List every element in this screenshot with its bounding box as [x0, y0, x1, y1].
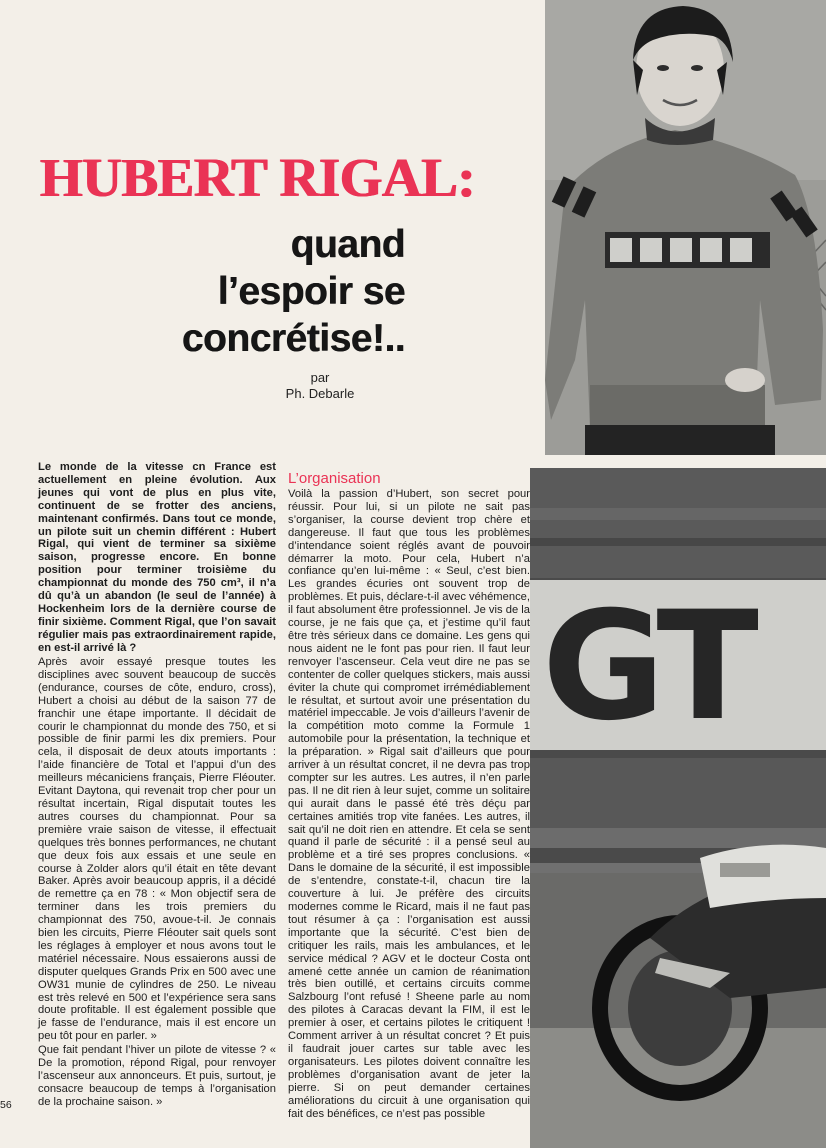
- section-heading: L’organisation: [288, 470, 381, 487]
- subtitle-line-3: concrétise!..: [181, 316, 405, 360]
- article-intro: [38, 461, 276, 655]
- racing-illustration: [530, 468, 826, 1148]
- byline-author: Ph. Debarle: [285, 386, 355, 402]
- portrait-illustration: [545, 0, 826, 455]
- page-number: 56: [0, 1099, 12, 1111]
- article-title: HUBERT RIGAL:: [40, 147, 476, 208]
- left-paragraph-2: Que fait pendant l’hiver un pilote de vitesse ? « De la promotion, répond Rigal, pour renvoyer l’ascenseur aux annonceurs. Et puis, surtout, je consacre beaucoup de temps à l’organisation de la prochaine saison. »: [38, 1044, 276, 1108]
- left-paragraph-1: Après avoir essayé presque toutes les disciplines avec souvent beaucoup de succès (endurance, courses de côte, enduro, cross), Hubert a choisi au début de la saison 77 de franchir une étape importante. Il décidait de courir le championnat du monde des 750, et si possible de finir parmi les dix premiers. Pour cela, il disposait de deux atouts importants : l’aide financière de Total et l’appui d’un des meilleurs mécaniciens français, Pierre Fléouter. Evitant Daytona, qui revenait trop cher pour un résultat incertain, Rigal disputait toutes les autres courses du championnat. Pour sa première vraie saison de vitesse, il effectuait quelques très bonnes performances, ne chutant que deux fois aux essais et une seule en course à Zolder alors qu’il était en tête devant Baker. Après avoir beaucoup appris, il a décidé de remettre ça en 78 : « Mon objectif sera de terminer dans les trois premiers du championnat des 750, avoue-t-il. Je connais bien les circuits, Pierre Fléouter sait quels sont les réglages à employer et nous avons tout le matériel nécessaire. Nous essaierons aussi de disputer quelques Grands Prix en 500 avec une OW31 munie de cylindres de 250. Le niveau est très relevé en 500 et l’expérience sera sans doute profitable. Il est également possible que je fasse de l’endurance, mais il est encore un peu tôt pour en parler. »: [38, 656, 276, 1043]
- byline: [250, 370, 390, 403]
- racing-photo: [530, 468, 826, 1148]
- subtitle-line-1: quand: [290, 223, 405, 266]
- advert-lettering: GT: [542, 580, 753, 754]
- left-column: [38, 656, 276, 1109]
- portrait-photo: [545, 0, 826, 455]
- article-subtitle: [155, 222, 405, 362]
- right-paragraph: Voilà la passion d’Hubert, son secret pour réussir. Pour lui, si un pilote ne sait pas s’organiser, la course devient trop chère et dangereuse. Il faut que tous les problèmes d’intendance soient réglés avant de pouvoir démarrer la moto. Pour cela, Hubert n’a confiance qu’en lui-même : « Seul, c’est bien. Les grandes écuries ont souvent trop de problèmes. Et puis, déclare-t-il avec véhémence, il faut absolument être professionnel. Je vis de la course, je ne fais que ça, et j’estime qu’il faut être très sérieux dans ce domaine. Les gens qui nous aident ne le font pas pour rien. Il faut leur renvoyer l’ascenseur. Cela veut dire ne pas se contenter de coller quelques stickers, mais aussi éviter la chute qui compromet irrémédiablement le résultat, et surtout avoir une présentation du matériel impeccable. Je vois d’ailleurs l’avenir de la compétition moto comme la Formule 1 automobile pour la présentation, la technique et la préparation. » Rigal sait d’ailleurs que pour arriver à un résultat concret, il ne devra pas trop compter sur les autres. Les autres, il n’en parle pas. Il ne dit rien à leur sujet, comme un solitaire qui aurait dans le passé été très déçu par certaines amitiés trop vite fanées. Les autres, il sait qu’il ne doit rien en attendre. Et cela se sent quand il parle de sécurité : il a pensé seul au problème et a tiré ses propres conclusions. « Dans le domaine de la sécurité, il est impossible de s’entendre, constate-t-il, chacun tire la couverture à lui. Je préfère des circuits modernes comme le Ricard, mais il ne faut pas tout résumer à ça : l’organisation est aussi importante que la sécurité. C’est bien de critiquer les rails, mais les ambulances, et le service médical ? AGV et le docteur Costa ont amené cette année un camion de réanimation très bien outillé, et certains circuits comme Salzbourg l’ont refusé ! Sheene parle au nom des pilotes à Caracas devant la FIM, il est le premier à oser, et certains pilotes le critiquent ! Comment arriver à un résultat concret ? Et puis il faudrait jouer cartes sur table avec les organisateurs. Les pilotes doivent connaître les problèmes d’organisation avant de jeter la pierre. Si on peut demander certaines améliorations du circuit à une organisation qui fait des bénéfices, ce n’est pas possible: [288, 488, 530, 1120]
- right-column: [288, 471, 530, 1120]
- intro-paragraph: Le monde de la vitesse cn France est actuellement en pleine évolution. Aux jeunes qui vont de plus en plus vite, continuent de se frotter des anciens, maintenant confirmés. Dans tout ce monde, un pilote suit un chemin différent : Hubert Rigal, qui vient de terminer sa sixième saison, progresse encore. En bonne position pour terminer troisième du championnat du monde des 750 cm³, il n’a dû qu’à un abandon (le seul de l’année) à Hockenheim lors de la dernière course de finir sixième. Comment Rigal, que l’on savait régulier mais pas extraordinairement rapide, en est-il arrivé là ?: [38, 461, 276, 654]
- subtitle-line-2: l’espoir se: [217, 269, 405, 313]
- byline-par: par: [310, 370, 330, 385]
